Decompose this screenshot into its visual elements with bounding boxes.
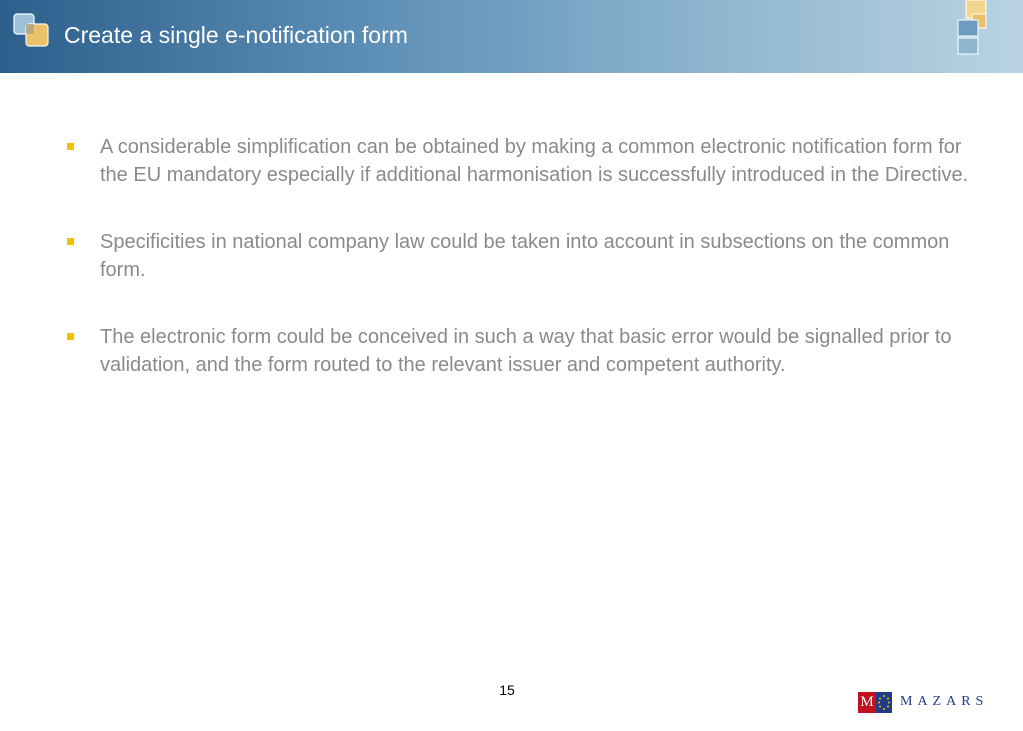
brand-name: MAZARS bbox=[900, 694, 989, 709]
list-item bbox=[64, 133, 984, 189]
slide-title: Create a single e-notification form bbox=[64, 22, 408, 48]
bullet-text: A considerable simplification can be obtained by making a common electronic notification form for the EU mandatory especially if additional harmonisation is successfully introduced in the Directive. bbox=[100, 136, 969, 186]
brand-mark: M bbox=[858, 692, 876, 713]
bullet-list bbox=[64, 133, 984, 418]
stacked-squares-decoration-icon bbox=[954, 0, 994, 60]
page-number: 15 bbox=[499, 682, 515, 698]
square-bullet-icon bbox=[67, 333, 74, 340]
eu-stars-icon bbox=[876, 692, 892, 713]
slide-header bbox=[0, 0, 1023, 73]
overlapping-squares-icon bbox=[12, 12, 52, 52]
brand-logo bbox=[858, 690, 988, 714]
square-bullet-icon bbox=[67, 238, 74, 245]
list-item bbox=[64, 323, 984, 379]
bullet-text: The electronic form could be conceived in such a way that basic error would be signalled prior to validation, and the form routed to the relevant issuer and competent authority. bbox=[100, 326, 952, 376]
bullet-text: Specificities in national company law could be taken into account in subsections on the common form. bbox=[100, 231, 950, 281]
list-item bbox=[64, 228, 984, 284]
square-bullet-icon bbox=[67, 143, 74, 150]
